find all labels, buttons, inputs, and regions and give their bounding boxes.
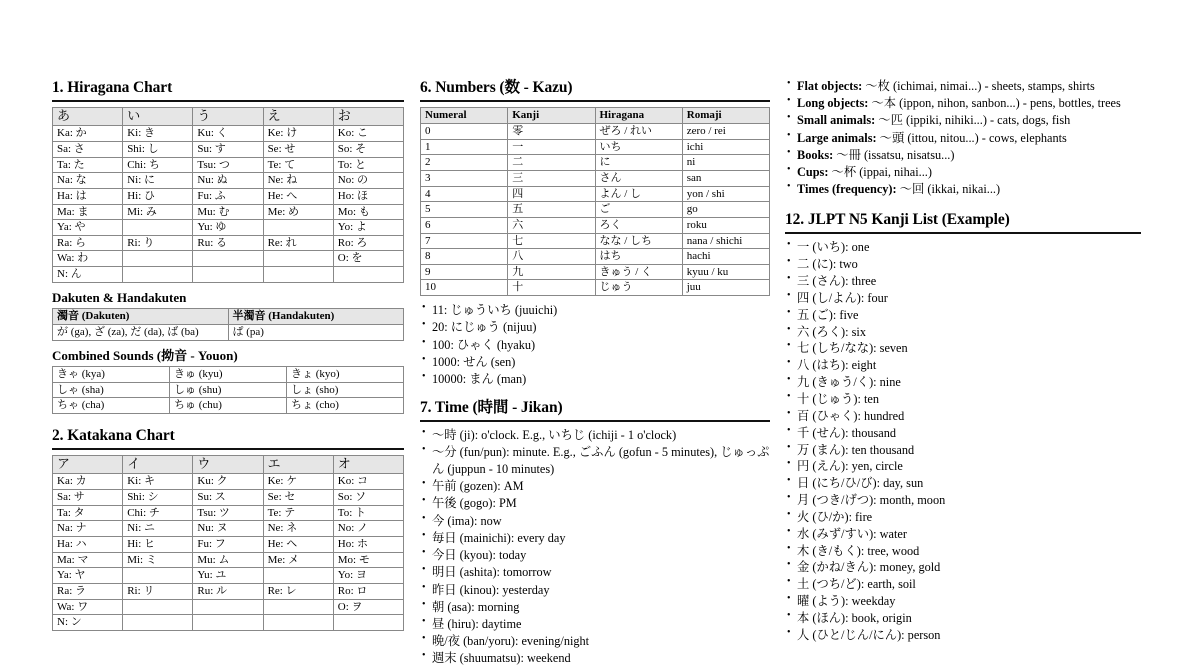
table-cell: きゃ (kya): [53, 367, 170, 383]
table-row: [53, 599, 404, 615]
katakana-chart-title: 2. Katakana Chart: [52, 427, 175, 445]
column-header: ア: [53, 456, 123, 474]
table-cell: ぱ (pa): [228, 324, 404, 340]
table-row: [53, 141, 404, 157]
table-cell: きゅう / く: [595, 264, 682, 280]
table-cell: いち: [595, 139, 682, 155]
table-cell: Chi: ち: [123, 157, 193, 173]
table-cell: Re: れ: [263, 235, 333, 251]
counter-text: 〜杯 (ippai, nihai...): [828, 165, 932, 180]
jlpt-title-rule: [785, 232, 1141, 234]
table-row: [53, 583, 404, 599]
table-cell: [123, 615, 193, 631]
table-cell: [263, 220, 333, 236]
column-header: Numeral: [421, 108, 508, 124]
time-item: • 朝 (asa): morning: [420, 599, 770, 616]
table-cell: Me: メ: [263, 552, 333, 568]
table-cell: juu: [682, 280, 769, 296]
table-cell: O: を: [333, 251, 403, 267]
table-cell: 十: [508, 280, 595, 296]
table-cell: じゅう: [595, 280, 682, 296]
counters-list: [785, 78, 1141, 198]
counter-item: [785, 130, 1141, 147]
numbers-title-rule: [420, 100, 770, 102]
time-item: • 〜分 (fun/pun): minute. E.g., ごふん (gofun - 5 minutes), じゅっぷん (juppun - 10 minutes): [420, 444, 770, 477]
table-cell: Ho: ホ: [333, 536, 403, 552]
table-cell: Mi: ミ: [123, 552, 193, 568]
kanji-item: • 月 (つき/げつ): month, moon: [785, 492, 1141, 508]
dakuten-table: [52, 308, 404, 340]
numbers-extra-item: • 20: にじゅう (nijuu): [420, 319, 770, 336]
table-row: [53, 324, 404, 340]
middle-column: [420, 78, 770, 666]
table-cell: Fu: ふ: [193, 188, 263, 204]
counter-item: [785, 95, 1141, 112]
table-cell: Ko: コ: [333, 474, 403, 490]
table-cell: 2: [421, 155, 508, 171]
katakana-table: [52, 455, 404, 630]
table-row: [53, 382, 404, 398]
column-header: い: [123, 108, 193, 126]
table-cell: Se: セ: [263, 490, 333, 506]
table-cell: Ru: ル: [193, 583, 263, 599]
table-row: [53, 490, 404, 506]
table-cell: [123, 568, 193, 584]
numbers-extra-item: • 11: じゅういち (juuichi): [420, 302, 770, 319]
column-header: Hiragana: [595, 108, 682, 124]
kanji-item: • 円 (えん): yen, circle: [785, 458, 1141, 474]
table-cell: To: ト: [333, 505, 403, 521]
table-cell: Ri: リ: [123, 583, 193, 599]
kanji-item: • 曜 (よう): weekday: [785, 593, 1141, 609]
table-cell: ご: [595, 202, 682, 218]
table-cell: [333, 615, 403, 631]
column-header: オ: [333, 456, 403, 474]
time-item: • 今 (ima): now: [420, 513, 770, 530]
table-row: [421, 155, 770, 171]
table-row: [53, 568, 404, 584]
table-cell: [333, 267, 403, 283]
table-cell: roku: [682, 217, 769, 233]
table-cell: Ke: け: [263, 126, 333, 142]
column-header: え: [263, 108, 333, 126]
numbers-title: 6. Numbers (数 - Kazu): [420, 79, 573, 96]
table-cell: Ho: ほ: [333, 188, 403, 204]
table-cell: ろく: [595, 217, 682, 233]
table-cell: Ka: カ: [53, 474, 123, 490]
time-item: • 〜時 (ji): o'clock. E.g., いちじ (ichiji - 1 o'clock): [420, 427, 770, 444]
table-cell: Chi: チ: [123, 505, 193, 521]
column-header: ウ: [193, 456, 263, 474]
table-cell: 8: [421, 249, 508, 265]
table-cell: Te: て: [263, 157, 333, 173]
table-cell: [263, 599, 333, 615]
table-cell: Yu: ユ: [193, 568, 263, 584]
kanji-item: • 木 (き/もく): tree, wood: [785, 543, 1141, 559]
time-item: • 午後 (gogo): PM: [420, 495, 770, 512]
youon-table: [52, 366, 404, 414]
kanji-item: • 千 (せん): thousand: [785, 425, 1141, 441]
table-row: [53, 536, 404, 552]
table-cell: [123, 220, 193, 236]
table-cell: Hi: ヒ: [123, 536, 193, 552]
table-cell: Ru: る: [193, 235, 263, 251]
table-cell: No: ノ: [333, 521, 403, 537]
kanji-item: • 火 (ひ/か): fire: [785, 509, 1141, 525]
table-cell: Mo: モ: [333, 552, 403, 568]
kanji-item: • 十 (じゅう): ten: [785, 391, 1141, 407]
counter-label: Times (frequency):: [797, 182, 897, 197]
table-cell: 六: [508, 217, 595, 233]
counter-text: 〜頭 (ittou, nitou...) - cows, elephants: [876, 130, 1067, 145]
left-column: [52, 78, 404, 629]
table-cell: Wa: わ: [53, 251, 123, 267]
table-cell: なな / しち: [595, 233, 682, 249]
table-cell: よん / し: [595, 186, 682, 202]
time-item: • 週末 (shuumatsu): weekend: [420, 650, 770, 667]
table-cell: [123, 599, 193, 615]
counter-item: [785, 78, 1141, 95]
table-cell: きょ (kyo): [287, 367, 404, 383]
table-cell: Na: な: [53, 173, 123, 189]
table-cell: Tsu: つ: [193, 157, 263, 173]
table-cell: To: と: [333, 157, 403, 173]
table-cell: Ma: ま: [53, 204, 123, 220]
katakana-title-rule: [52, 448, 404, 450]
table-cell: [193, 615, 263, 631]
table-cell: O: ヲ: [333, 599, 403, 615]
kanji-item: • 日 (にち/ひ/び): day, sun: [785, 475, 1141, 491]
table-cell: Ro: ロ: [333, 583, 403, 599]
table-row: [53, 173, 404, 189]
table-cell: Ya: や: [53, 220, 123, 236]
table-cell: 七: [508, 233, 595, 249]
table-row: [53, 552, 404, 568]
table-cell: しゃ (sha): [53, 382, 170, 398]
kanji-item: • 土 (つち/ど): earth, soil: [785, 576, 1141, 592]
time-item: • 午前 (gozen): AM: [420, 478, 770, 495]
column-header: イ: [123, 456, 193, 474]
counter-label: Books:: [797, 147, 834, 162]
counter-item: [785, 147, 1141, 164]
counter-label: Large animals:: [797, 130, 877, 145]
kanji-item: • 七 (しち/なな): seven: [785, 340, 1141, 356]
table-cell: 三: [508, 170, 595, 186]
table-header-row: [421, 108, 770, 124]
table-cell: 二: [508, 155, 595, 171]
kanji-item: • 本 (ほん): book, origin: [785, 610, 1141, 626]
table-cell: Nu: ぬ: [193, 173, 263, 189]
time-item: • 昼 (hiru): daytime: [420, 616, 770, 633]
table-cell: Yu: ゆ: [193, 220, 263, 236]
table-cell: 一: [508, 139, 595, 155]
time-list: [420, 427, 770, 667]
dakuten-title: Dakuten & Handakuten: [52, 289, 187, 305]
table-row: [53, 188, 404, 204]
time-item: • 毎日 (mainichi): every day: [420, 530, 770, 547]
table-cell: Fu: フ: [193, 536, 263, 552]
table-cell: Ne: ネ: [263, 521, 333, 537]
column-header: お: [333, 108, 403, 126]
table-row: [421, 233, 770, 249]
numbers-extra-list: [420, 302, 770, 388]
table-row: [53, 521, 404, 537]
table-cell: Ri: り: [123, 235, 193, 251]
counter-text: 〜枚 (ichimai, nimai...) - sheets, stamps, shirts: [862, 79, 1095, 93]
table-cell: Su: す: [193, 141, 263, 157]
table-row: [53, 267, 404, 283]
table-cell: 6: [421, 217, 508, 233]
table-cell: Ma: マ: [53, 552, 123, 568]
table-cell: Se: せ: [263, 141, 333, 157]
kanji-item: • 水 (みず/すい): water: [785, 526, 1141, 542]
table-cell: go: [682, 202, 769, 218]
table-cell: Ha: は: [53, 188, 123, 204]
table-cell: Yo: ヨ: [333, 568, 403, 584]
table-row: [53, 367, 404, 383]
table-cell: [263, 251, 333, 267]
table-cell: N: ン: [53, 615, 123, 631]
counter-text: 〜回 (ikkai, nikai...): [896, 182, 1001, 197]
table-row: [53, 398, 404, 414]
table-cell: No: の: [333, 173, 403, 189]
table-cell: Ta: た: [53, 157, 123, 173]
counter-item: [785, 112, 1141, 129]
table-cell: nana / shichi: [682, 233, 769, 249]
table-cell: Ke: ケ: [263, 474, 333, 490]
counter-text: 〜冊 (issatsu, nisatsu...): [833, 147, 955, 162]
hiragana-chart-title: 1. Hiragana Chart: [52, 79, 173, 96]
table-cell: Te: テ: [263, 505, 333, 521]
counter-item: [785, 164, 1141, 181]
kanji-item: • 四 (し/よん): four: [785, 290, 1141, 306]
kanji-item: • 万 (まん): ten thousand: [785, 442, 1141, 458]
time-item: • 晩/夜 (ban/yoru): evening/night: [420, 633, 770, 650]
kanji-item: • 五 (ご): five: [785, 307, 1141, 323]
right-column: [785, 78, 1141, 642]
table-cell: So: ソ: [333, 490, 403, 506]
table-cell: 五: [508, 202, 595, 218]
table-row: [421, 124, 770, 140]
table-cell: 4: [421, 186, 508, 202]
table-cell: Yo: よ: [333, 220, 403, 236]
counter-text: 〜本 (ippon, nihon, sanbon...) - pens, bottles, trees: [868, 96, 1121, 111]
table-cell: 0: [421, 124, 508, 140]
youon-title: Combined Sounds (拗音 - Youon): [52, 347, 238, 363]
column-header: 濁音 (Dakuten): [53, 309, 229, 325]
table-cell: kyuu / ku: [682, 264, 769, 280]
hiragana-table: [52, 107, 404, 282]
table-row: [421, 139, 770, 155]
jlpt-kanji-list: [785, 239, 1141, 643]
table-cell: Ni: に: [123, 173, 193, 189]
table-cell: Mu: む: [193, 204, 263, 220]
table-cell: Ne: ね: [263, 173, 333, 189]
counter-item: [785, 181, 1141, 198]
table-cell: ni: [682, 155, 769, 171]
table-row: [421, 170, 770, 186]
table-cell: Ra: ら: [53, 235, 123, 251]
table-cell: Shi: シ: [123, 490, 193, 506]
counter-label: Cups:: [797, 165, 829, 180]
numbers-extra-item: • 100: ひゃく (hyaku): [420, 337, 770, 354]
table-cell: Ra: ラ: [53, 583, 123, 599]
table-cell: Ha: ハ: [53, 536, 123, 552]
column-header: Kanji: [508, 108, 595, 124]
time-item: • 今日 (kyou): today: [420, 547, 770, 564]
table-cell: しょ (sho): [287, 382, 404, 398]
kanji-item: • 金 (かね/きん): money, gold: [785, 559, 1141, 575]
table-cell: さん: [595, 170, 682, 186]
table-cell: [123, 251, 193, 267]
table-row: [421, 217, 770, 233]
table-header-row: [53, 108, 404, 126]
table-header-row: [53, 456, 404, 474]
table-cell: 四: [508, 186, 595, 202]
table-cell: Su: ス: [193, 490, 263, 506]
table-cell: Me: め: [263, 204, 333, 220]
kanji-item: • 人 (ひと/じん/にん): person: [785, 627, 1141, 643]
hiragana-title-rule: [52, 100, 404, 102]
column-header: あ: [53, 108, 123, 126]
counter-text: 〜匹 (ippiki, nihiki...) - cats, dogs, fish: [875, 113, 1071, 128]
table-cell: Mu: ム: [193, 552, 263, 568]
table-cell: Sa: サ: [53, 490, 123, 506]
table-cell: [193, 267, 263, 283]
table-row: [53, 474, 404, 490]
time-item: • 明日 (ashita): tomorrow: [420, 564, 770, 581]
table-row: [421, 186, 770, 202]
time-title: 7. Time (時間 - Jikan): [420, 398, 563, 416]
table-cell: He: ヘ: [263, 536, 333, 552]
table-row: [53, 505, 404, 521]
table-cell: が (ga), ざ (za), だ (da), ば (ba): [53, 324, 229, 340]
counter-label: Small animals:: [797, 113, 876, 128]
table-row: [53, 251, 404, 267]
table-cell: Shi: し: [123, 141, 193, 157]
time-item: • 昨日 (kinou): yesterday: [420, 582, 770, 599]
table-cell: hachi: [682, 249, 769, 265]
column-header: 半濁音 (Handakuten): [228, 309, 404, 325]
column-header: Romaji: [682, 108, 769, 124]
table-cell: He: へ: [263, 188, 333, 204]
column-header: エ: [263, 456, 333, 474]
column-header: う: [193, 108, 263, 126]
table-cell: ちゅ (chu): [170, 398, 287, 414]
table-cell: Ni: ニ: [123, 521, 193, 537]
kanji-item: • 二 (に): two: [785, 256, 1141, 272]
table-cell: Wa: ワ: [53, 599, 123, 615]
table-cell: ichi: [682, 139, 769, 155]
numbers-extra-item: • 1000: せん (sen): [420, 354, 770, 371]
kanji-item: • 一 (いち): one: [785, 239, 1141, 255]
table-cell: [263, 267, 333, 283]
table-cell: N: ん: [53, 267, 123, 283]
table-cell: [193, 599, 263, 615]
table-cell: ぜろ / れい: [595, 124, 682, 140]
jlpt-title: 12. JLPT N5 Kanji List (Example): [785, 211, 1010, 229]
table-cell: 八: [508, 249, 595, 265]
counter-label: Long objects:: [797, 96, 869, 111]
table-cell: Nu: ヌ: [193, 521, 263, 537]
kanji-item: • 三 (さん): three: [785, 273, 1141, 289]
table-cell: zero / rei: [682, 124, 769, 140]
table-cell: Mi: み: [123, 204, 193, 220]
table-cell: Re: レ: [263, 583, 333, 599]
numbers-table: [420, 107, 770, 296]
table-cell: に: [595, 155, 682, 171]
table-cell: Hi: ひ: [123, 188, 193, 204]
table-row: [421, 280, 770, 296]
table-row: [421, 202, 770, 218]
table-row: [53, 157, 404, 173]
table-cell: [263, 568, 333, 584]
table-cell: 零: [508, 124, 595, 140]
table-cell: 3: [421, 170, 508, 186]
table-row: [53, 615, 404, 631]
table-cell: Tsu: ツ: [193, 505, 263, 521]
table-cell: Ku: ク: [193, 474, 263, 490]
table-row: [53, 126, 404, 142]
table-cell: Ta: タ: [53, 505, 123, 521]
table-row: [421, 249, 770, 265]
table-header-row: [53, 309, 404, 325]
table-row: [53, 220, 404, 236]
table-cell: So: そ: [333, 141, 403, 157]
numbers-extra-item: • 10000: まん (man): [420, 371, 770, 388]
table-cell: Mo: も: [333, 204, 403, 220]
time-title-rule: [420, 420, 770, 422]
table-cell: Ro: ろ: [333, 235, 403, 251]
kanji-item: • 九 (きゅう/く): nine: [785, 374, 1141, 390]
table-cell: Ku: く: [193, 126, 263, 142]
table-row: [53, 204, 404, 220]
kanji-item: • 六 (ろく): six: [785, 324, 1141, 340]
table-cell: [193, 251, 263, 267]
table-row: [421, 264, 770, 280]
table-cell: しゅ (shu): [170, 382, 287, 398]
table-cell: Ko: こ: [333, 126, 403, 142]
counter-label: Flat objects:: [797, 79, 863, 93]
table-cell: 10: [421, 280, 508, 296]
table-cell: [123, 267, 193, 283]
table-cell: san: [682, 170, 769, 186]
table-cell: 9: [421, 264, 508, 280]
table-cell: yon / shi: [682, 186, 769, 202]
table-cell: 九: [508, 264, 595, 280]
table-cell: Ya: ヤ: [53, 568, 123, 584]
table-cell: ちょ (cho): [287, 398, 404, 414]
kanji-item: • 八 (はち): eight: [785, 357, 1141, 373]
table-cell: はち: [595, 249, 682, 265]
table-cell: Na: ナ: [53, 521, 123, 537]
table-cell: 7: [421, 233, 508, 249]
table-cell: 5: [421, 202, 508, 218]
table-cell: Ki: き: [123, 126, 193, 142]
table-cell: きゅ (kyu): [170, 367, 287, 383]
table-cell: Ki: キ: [123, 474, 193, 490]
table-cell: 1: [421, 139, 508, 155]
table-cell: Sa: さ: [53, 141, 123, 157]
table-cell: [263, 615, 333, 631]
table-cell: ちゃ (cha): [53, 398, 170, 414]
table-cell: Ka: か: [53, 126, 123, 142]
table-row: [53, 235, 404, 251]
kanji-item: • 百 (ひゃく): hundred: [785, 408, 1141, 424]
